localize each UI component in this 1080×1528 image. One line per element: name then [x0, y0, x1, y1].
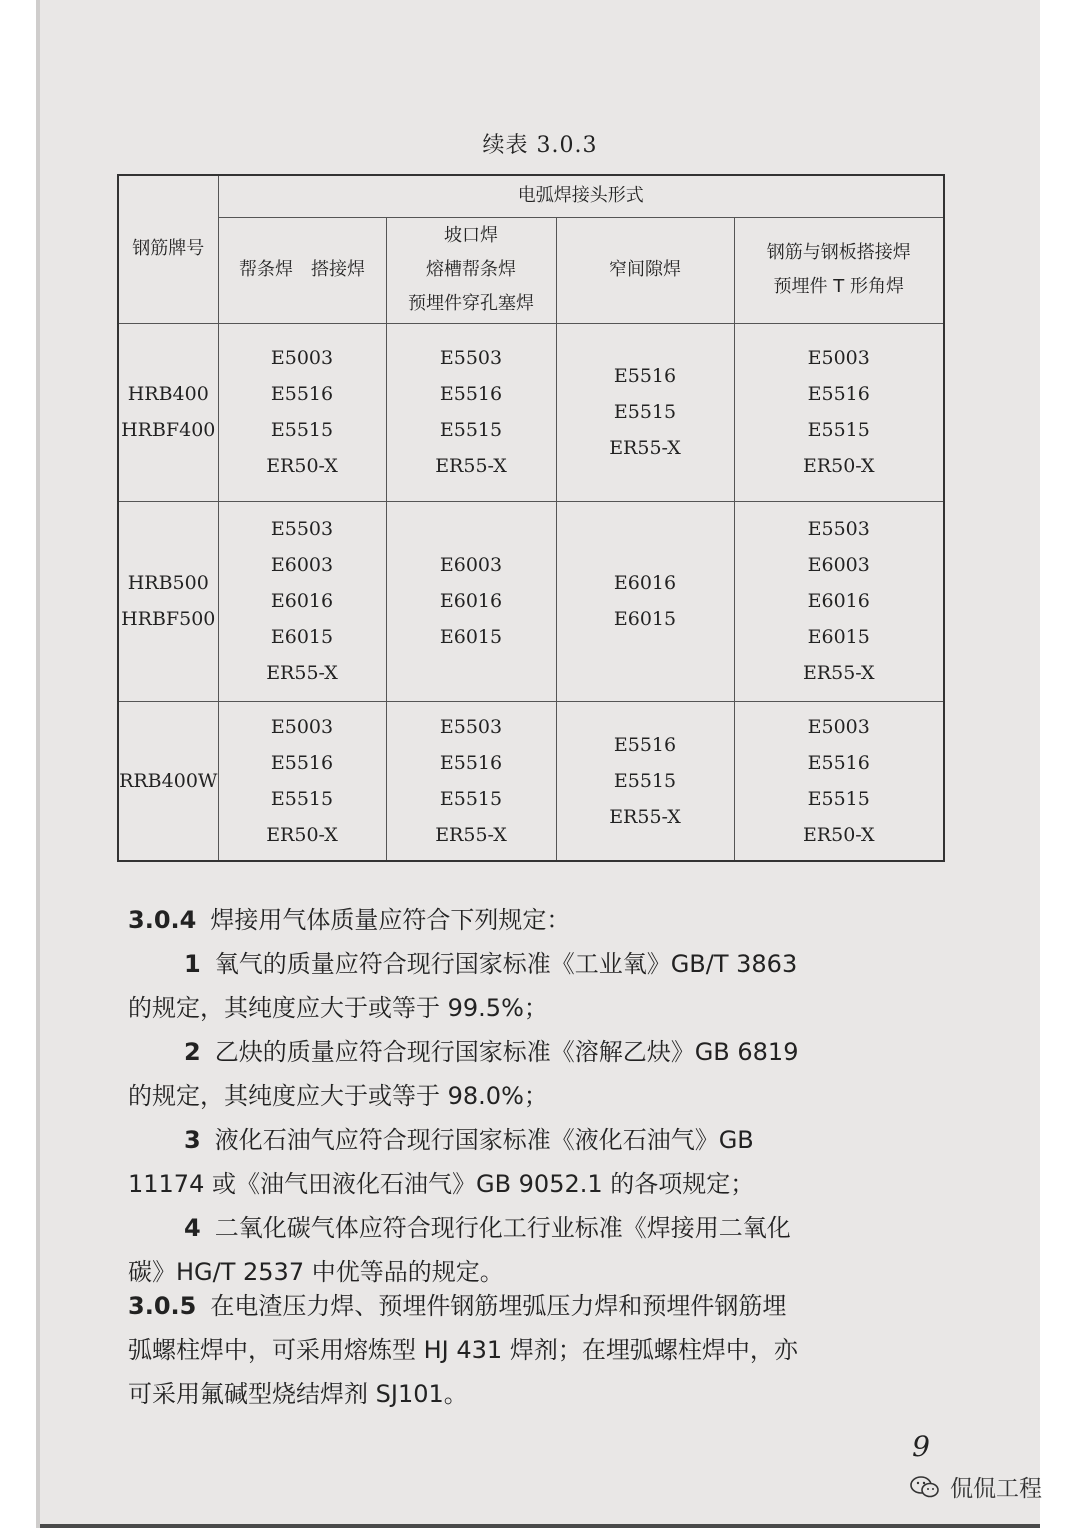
electrode-value: E6015: [807, 626, 870, 648]
electrode-value: E5516: [807, 383, 870, 405]
electrode-value: E5516: [807, 751, 870, 774]
list-item: [128, 1118, 928, 1162]
item-continuation: 11174 或《油气田液化石油气》GB 9052.1 的各项规定；: [128, 1170, 755, 1198]
watermark-text: 侃侃工程: [950, 1476, 1042, 1502]
electrode-value: E5503: [270, 518, 334, 540]
electrode-value: E6003: [270, 554, 334, 576]
header-grade: 钢筋牌号: [118, 175, 218, 323]
electrode-value: E5515: [439, 419, 503, 441]
item-number: 3: [184, 1126, 201, 1154]
electrode-value: E5515: [807, 787, 870, 810]
electrode-value: E5003: [270, 715, 334, 738]
electrode-value: E6016: [807, 590, 870, 612]
electrode-value: E5515: [613, 401, 677, 423]
electrode-value: E5515: [270, 419, 334, 441]
item-continuation: 碳》HG/T 2537 中优等品的规定。: [128, 1258, 504, 1286]
item-number: 2: [184, 1038, 201, 1066]
clause-title: 焊接用气体质量应符合下列规定：: [210, 906, 571, 934]
electrode-cell: [556, 501, 734, 701]
header-col-3: [556, 217, 734, 323]
electrode-cell: [386, 501, 556, 701]
header-col-3-line: 窄间隙焊: [609, 259, 681, 280]
wechat-icon: [910, 1475, 940, 1499]
grade-value: RRB400W: [119, 769, 218, 792]
list-item: [128, 1030, 928, 1074]
clause-heading: [128, 898, 928, 942]
electrode-value: E5503: [807, 518, 870, 540]
item-text: 二氧化碳气体应符合现行化工行业标准《焊接用二氧化: [214, 1214, 791, 1242]
clause-3-0-4: [128, 898, 928, 1294]
item-text: 乙炔的质量应符合现行国家标准《溶解乙炔》GB 6819: [214, 1038, 799, 1066]
electrode-value: E5515: [613, 769, 677, 792]
clause-text-line: 弧螺柱焊中，可采用熔炼型 HJ 431 焊剂；在埋弧螺柱焊中，亦: [128, 1336, 798, 1364]
table-row: [118, 701, 944, 861]
electrode-value: E5503: [439, 715, 503, 738]
grade-value: HRBF400: [121, 419, 216, 441]
grade-cell: [118, 323, 218, 501]
electrode-value: E6016: [613, 572, 677, 594]
electrode-value: ER55-X: [609, 437, 681, 459]
header-col-2-line: 熔槽帮条焊: [426, 259, 516, 280]
item-text: 液化石油气应符合现行国家标准《液化石油气》GB: [214, 1126, 754, 1154]
electrode-value: ER55-X: [802, 662, 875, 684]
electrode-value: E5515: [439, 787, 503, 810]
table-caption: 续表 3.0.3: [482, 133, 598, 158]
electrode-value: E6015: [270, 626, 334, 648]
electrode-value: ER55-X: [435, 823, 507, 846]
electrode-value: E5003: [807, 715, 870, 738]
grade-cell: [118, 701, 218, 861]
electrode-value: E5516: [270, 383, 334, 405]
electrode-value: E6003: [439, 554, 503, 576]
electrode-cell: [556, 701, 734, 861]
clause-heading: [128, 1284, 928, 1328]
grade-value: HRBF500: [121, 608, 216, 630]
item-number: 1: [184, 950, 201, 978]
electrode-cell: [734, 701, 944, 861]
header-col-1: [218, 217, 386, 323]
watermark: [910, 1470, 1042, 1503]
grade-value: HRB400: [127, 383, 209, 405]
electrode-cell: [386, 323, 556, 501]
list-item: [128, 1206, 928, 1250]
electrode-value: E6016: [439, 590, 503, 612]
table-row: [118, 323, 944, 501]
header-col-2-line: 坡口焊: [444, 225, 498, 246]
electrode-value: E5516: [439, 751, 503, 774]
header-group: 电弧焊接头形式: [218, 175, 944, 217]
clause-number: 3.0.5: [128, 1292, 197, 1320]
electrode-value: E5516: [439, 383, 503, 405]
list-item: [128, 942, 928, 986]
item-number: 4: [184, 1214, 201, 1242]
header-col-1-line: 帮条焊 搭接焊: [239, 259, 365, 280]
electrode-cell: [734, 323, 944, 501]
page-number: 9: [912, 1430, 930, 1463]
electrode-cell: [218, 323, 386, 501]
page-bottom-edge: [40, 1524, 1040, 1528]
table-row: [118, 501, 944, 701]
clause-text-line: 可采用氟碱型烧结焊剂 SJ101。: [128, 1380, 468, 1408]
electrode-value: E5515: [807, 419, 870, 441]
grade-cell: [118, 501, 218, 701]
header-col-2: [386, 217, 556, 323]
electrode-cell: [218, 501, 386, 701]
item-continuation: 的规定，其纯度应大于或等于 99.5%；: [128, 994, 548, 1022]
header-col-4-line: 钢筋与钢板搭接焊: [766, 242, 911, 263]
electrode-cell: [386, 701, 556, 861]
electrode-value: E5003: [807, 347, 870, 369]
grade-value: HRB500: [127, 572, 209, 594]
electrode-cell: [556, 323, 734, 501]
item-continuation: 的规定，其纯度应大于或等于 98.0%；: [128, 1082, 548, 1110]
header-col-4-line: 预埋件 T 形角焊: [773, 276, 904, 297]
electrode-value: ER55-X: [609, 805, 681, 828]
electrode-value: E5516: [613, 365, 677, 387]
clause-3-0-5: [128, 1284, 928, 1416]
electrode-table: [117, 174, 945, 862]
clause-number: 3.0.4: [128, 906, 197, 934]
electrode-value: E5516: [270, 751, 334, 774]
electrode-value: E6003: [807, 554, 870, 576]
clause-text: 在电渣压力焊、预埋件钢筋埋弧压力焊和预埋件钢筋埋: [210, 1292, 787, 1320]
item-text: 氧气的质量应符合现行国家标准《工业氧》GB/T 3863: [214, 950, 798, 978]
electrode-value: E5503: [439, 347, 503, 369]
header-col-2-line: 预埋件穿孔塞焊: [408, 293, 534, 314]
electrode-value: ER50-X: [266, 823, 338, 846]
electrode-value: E5516: [613, 733, 677, 756]
electrode-value: E6015: [439, 626, 503, 648]
electrode-value: E5515: [270, 787, 334, 810]
electrode-value: ER55-X: [266, 662, 338, 684]
electrode-value: ER50-X: [266, 455, 338, 477]
electrode-value: E6016: [270, 590, 334, 612]
electrode-cell: [734, 501, 944, 701]
electrode-value: E5003: [270, 347, 334, 369]
electrode-value: ER55-X: [435, 455, 507, 477]
electrode-value: E6015: [613, 608, 677, 630]
header-col-4: [734, 217, 944, 323]
electrode-value: ER50-X: [802, 823, 875, 846]
electrode-value: ER50-X: [802, 455, 875, 477]
electrode-cell: [218, 701, 386, 861]
